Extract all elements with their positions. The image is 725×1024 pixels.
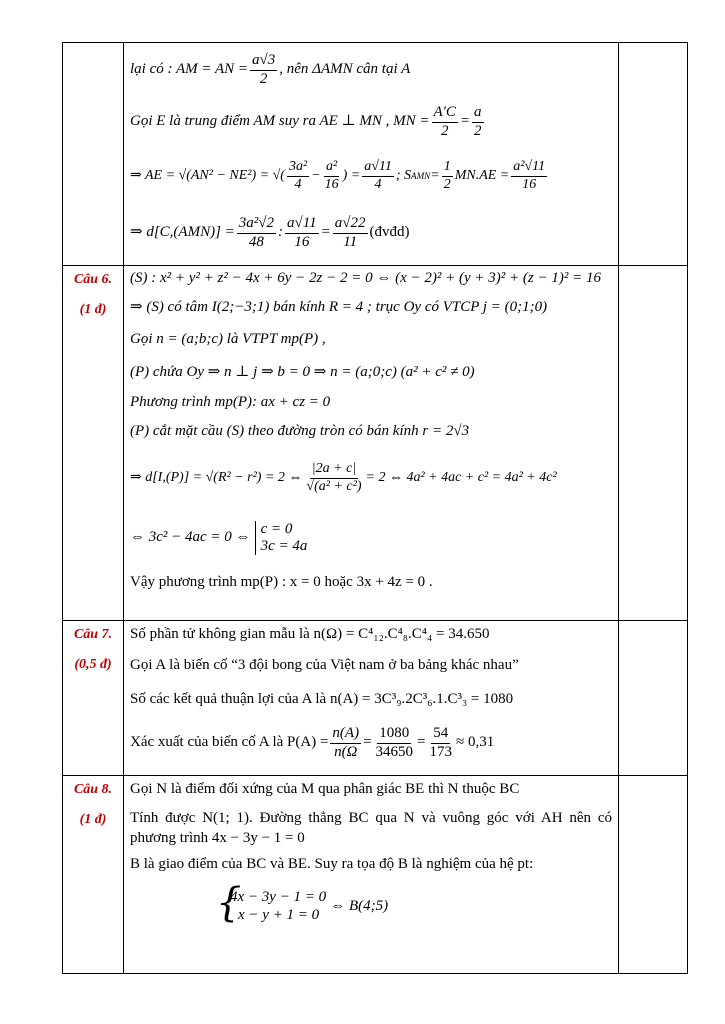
question-label-cell bbox=[63, 621, 124, 776]
line-favorable: Số các kết quả thuận lợi của A là n(A) = 3C³₉.2C³₆.1.C³₃ = 1080 bbox=[130, 691, 514, 708]
fraction: $\frac{A'C}{2}$ bbox=[433, 104, 456, 139]
fraction: $\frac{|2a + c|}{\text{√(a² + c²)}}$ bbox=[306, 461, 362, 494]
question-points: (1 đ) bbox=[79, 812, 107, 827]
fraction: $\frac{1}{2}$ bbox=[443, 159, 451, 192]
solution-table bbox=[62, 42, 688, 974]
score-cell bbox=[619, 621, 688, 776]
fraction: $\frac{a√3}{2}$ bbox=[252, 52, 276, 87]
question-points: (0,5 đ) bbox=[74, 657, 112, 672]
line-bc-equation: Tính được N(1; 1). Đường thẳng BC qua N và vuông góc với AH nên có phương trình 4x − 3y − 1 = 0 bbox=[130, 810, 612, 847]
question-number: Câu 6. bbox=[73, 272, 113, 287]
fraction: $\frac{a√11}{4}$ bbox=[364, 159, 392, 192]
table-row-cau8 bbox=[63, 776, 688, 974]
fraction: $\frac{1080}{34650}$ bbox=[375, 725, 414, 760]
fraction: $\frac{54}{173}$ bbox=[429, 725, 452, 760]
line-plane-eq: Phương trình mp(P): ax + cz = 0 bbox=[130, 394, 331, 411]
line-center-radius: ⇒ (S) có tâm I(2;−3;1) bán kính R = 4 ; trục Oy có VTCP j = (0;1;0) bbox=[130, 299, 548, 316]
line-ae-area: ⇒ AE = √(AN² − NE²) = √( $\frac{\text{3a²}}{4}$ − $\frac{\text{a²}}{16}$ ) = $\frac{a√11}{4}$ ; S AMN = $\frac{1}{2}$ MN.AE = $\frac{\text{a²√11}}{16}$ bbox=[130, 159, 546, 192]
line-event-a: Gọi A là biến cố “3 đội bong của Việt nam ở ba bảng khác nhau” bbox=[130, 657, 519, 674]
fraction: $\frac{\text{a²}}{16}$ bbox=[324, 159, 339, 192]
line-circle-radius: (P) cắt mặt cầu (S) theo đường tròn có bán kính r = 2√3 bbox=[130, 423, 470, 440]
solution-cell bbox=[124, 266, 619, 621]
table-row-cau6 bbox=[63, 266, 688, 621]
fraction: $\frac{\text{a²√11}}{16}$ bbox=[513, 159, 546, 192]
fraction: $\frac{\text{3a²}}{4}$ bbox=[288, 159, 308, 192]
line-system: { 4x − 3y − 1 = 0 x − y + 1 = 0 ⇔ B(4;5) bbox=[130, 881, 612, 933]
score-cell bbox=[619, 776, 688, 974]
line-reflection: Gọi N là điểm đối xứng của M qua phân giác BE thì N thuộc BC bbox=[130, 781, 520, 798]
line-midpoint-e: Gọi E là trung điểm AM suy ra AE ⊥ MN , MN = $\frac{A'C}{2}$ = $\frac{a}{2}$ bbox=[130, 104, 482, 139]
question-points: (1 đ) bbox=[79, 302, 107, 317]
line-b-intersection: B là giao điểm của BC và BE. Suy ra tọa độ B là nghiệm của hệ pt: bbox=[130, 855, 534, 872]
solution-cell bbox=[124, 43, 619, 266]
fraction: $\frac{\text{3a²√2}}{48}$ bbox=[238, 215, 275, 250]
solution-set: c = 0 3c = 4a bbox=[255, 521, 308, 556]
question-number: Câu 7. bbox=[73, 627, 113, 642]
line-sphere-eq: (S) : x² + y² + z² − 4x + 6y − 2z − 2 = 0 ⇔ (x − 2)² + (y + 3)² + (z − 1)² = 16 bbox=[130, 270, 601, 287]
fraction: $\frac{a}{2}$ bbox=[474, 104, 482, 139]
line-distance: ⇒ d[C,(AMN)] = $\frac{\text{3a²√2}}{48}$ : $\frac{a√11}{16}$ = $\frac{a√22}{11}$ (đvđd) bbox=[130, 215, 410, 250]
question-number: Câu 8. bbox=[73, 782, 113, 797]
equation-system: { 4x − 3y − 1 = 0 x − y + 1 = 0 bbox=[218, 889, 326, 924]
line-am-an: lại có : AM = AN = $\frac{a√3}{2}$ , nên ΔAMN cân tại A bbox=[130, 52, 411, 87]
line-solve-c: ⇔ 3c² − 4ac = 0 ⇔ c = 0 3c = 4a bbox=[130, 520, 308, 554]
line-probability: Xác xuất của biến cố A là P(A) = $\frac{n(A)}{n(\Omega}$ = $\frac{1080}{34650}$ = $\frac{54}{173}$ ≈ 0,31 bbox=[130, 725, 495, 760]
table-row-cau7 bbox=[63, 621, 688, 776]
question-label-cell bbox=[63, 776, 124, 974]
line-normal: Gọi n = (a;b;c) là VTPT mp(P) , bbox=[130, 331, 326, 348]
line-sample-space: Số phần tử không gian mẫu là n(Ω) = C⁴₁₂.C⁴₈.C⁴₄ = 34.650 bbox=[130, 626, 490, 643]
question-label-cell bbox=[63, 43, 124, 266]
solution-cell bbox=[124, 776, 619, 974]
line-conclusion: Vậy phương trình mp(P) : x = 0 hoặc 3x + 4z = 0 . bbox=[130, 574, 433, 591]
fraction: $\frac{n(A)}{n(\Omega}$ bbox=[332, 725, 360, 760]
line-contains-oy: (P) chứa Oy ⇒ n ⊥ j ⇒ b = 0 ⇒ n = (a;0;c) (a² + c² ≠ 0) bbox=[130, 364, 475, 381]
score-cell bbox=[619, 266, 688, 621]
solution-cell bbox=[124, 621, 619, 776]
fraction: $\frac{a√22}{11}$ bbox=[334, 215, 366, 250]
line-distance-eq: ⇒ d[I,(P)] = √(R² − r²) = 2 ⇔ $\frac{|2a + c|}{\text{√(a² + c²)}}$ = 2 ⇔ 4a² + 4ac + c² = 4a² + 4c² bbox=[130, 461, 557, 494]
question-label-cell bbox=[63, 266, 124, 621]
score-cell bbox=[619, 43, 688, 266]
table-row-previous bbox=[63, 43, 688, 266]
fraction: $\frac{a√11}{16}$ bbox=[287, 215, 317, 250]
